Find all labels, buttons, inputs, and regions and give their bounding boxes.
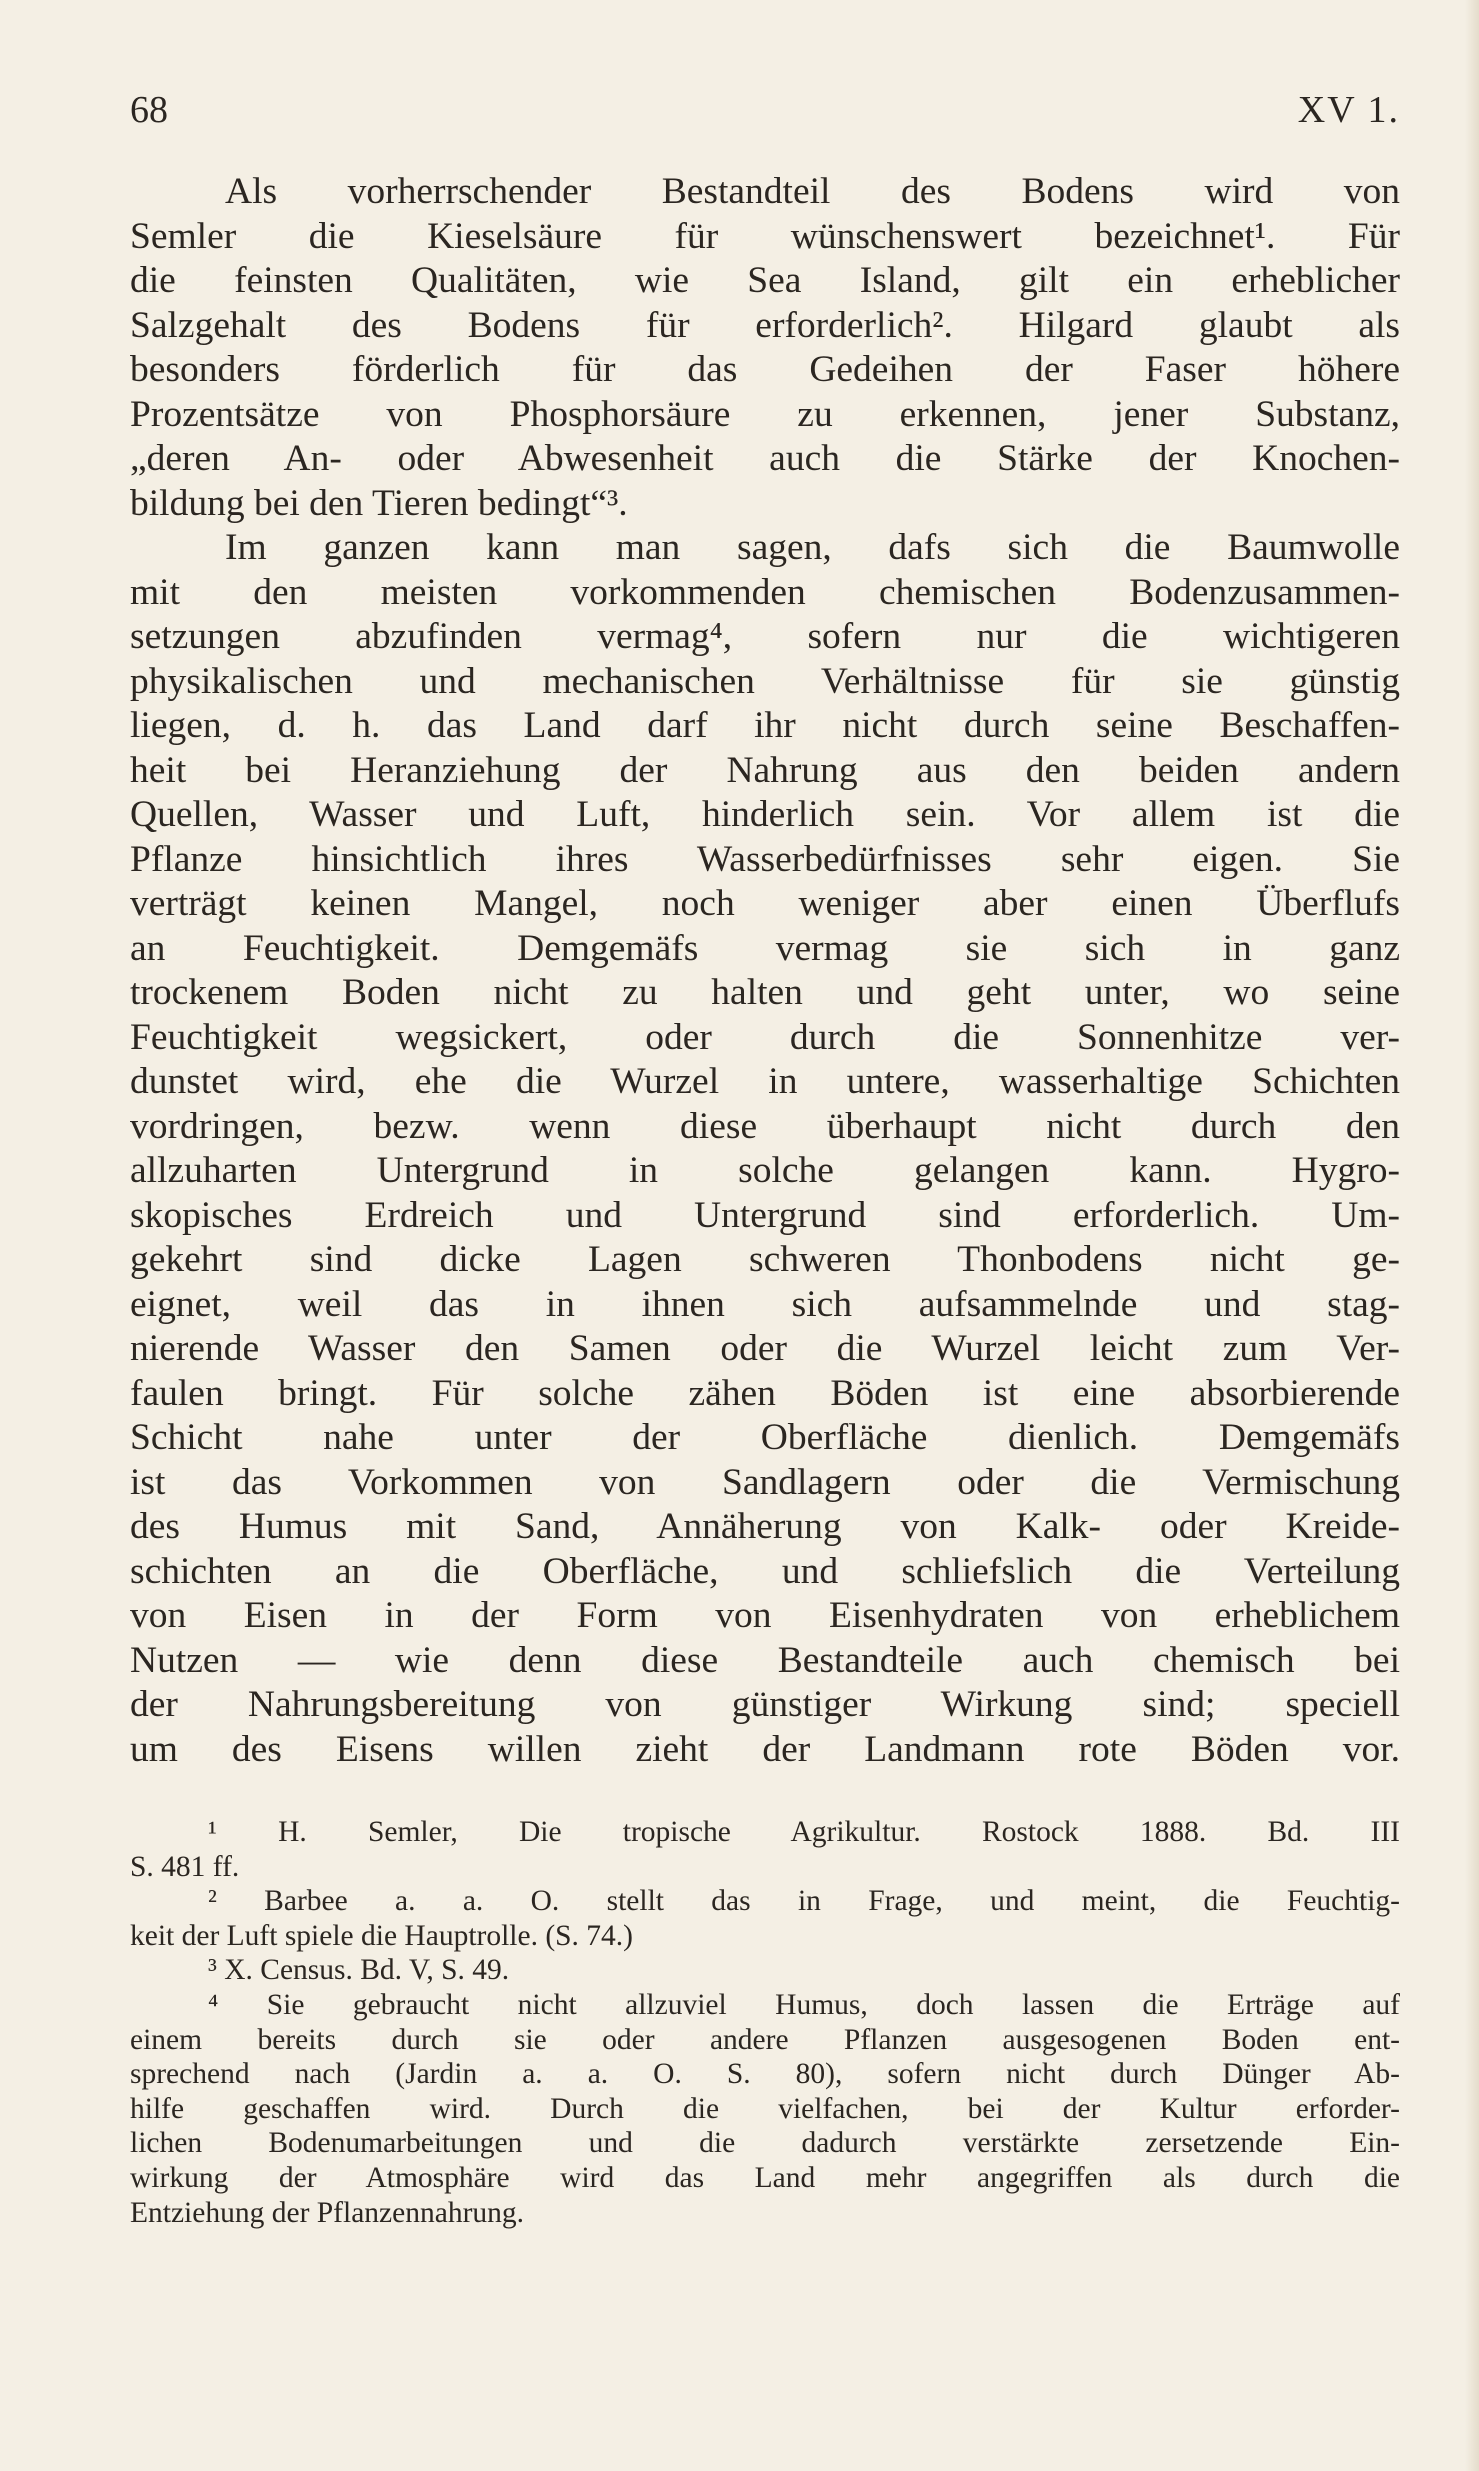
footnote-line: sprechend nach (Jardin a. a. O. S. 80), sofern nicht durch Dünger Ab-: [130, 2058, 1400, 2091]
text-line: bildung bei den Tieren bedingt“³.: [130, 482, 628, 524]
text-line: nierende Wasser den Samen oder die Wurzel leicht zum Ver-: [130, 1328, 1400, 1369]
text-line: heit bei Heranziehung der Nahrung aus den beiden andern: [130, 749, 1400, 791]
text-line: trockenem Boden nicht zu halten und geht unter, wo seine: [130, 972, 1400, 1013]
text-line: die feinsten Qualitäten, wie Sea Island, gilt ein erheblicher: [130, 260, 1400, 301]
footnote-line: hilfe geschaffen wird. Durch die vielfachen, bei der Kultur erforder-: [130, 2092, 1400, 2125]
footnote-line: ² Barbee a. a. O. stellt das in Frage, und meint, die Feuchtig-: [208, 1885, 1400, 1918]
body-text: [130, 170, 1400, 1772]
text-line: setzungen abzufinden vermag⁴, sofern nur die wichtigeren: [130, 616, 1400, 657]
text-line: skopisches Erdreich und Untergrund sind erforderlich. Um-: [130, 1194, 1400, 1236]
footnote-line: lichen Bodenumarbeitungen und die dadurch verstärkte zersetzende Ein-: [130, 2127, 1400, 2160]
footnotes: [130, 1815, 1400, 2230]
text-line: Semler die Kieselsäure für wünschenswert bezeichnet¹. Für: [130, 215, 1400, 257]
footnote-line: ¹ H. Semler, Die tropische Agrikultur. Rostock 1888. Bd. III: [208, 1816, 1400, 1848]
footnote-line: S. 481 ff.: [130, 1850, 240, 1883]
text-line: liegen, d. h. das Land darf ihr nicht durch seine Beschaffen-: [130, 705, 1400, 746]
text-line: an Feuchtigkeit. Demgemäfs vermag sie sich in ganz: [130, 927, 1400, 969]
text-line: Pflanze hinsichtlich ihres Wasserbedürfnisses sehr eigen. Sie: [130, 838, 1400, 880]
text-line: Salzgehalt des Bodens für erforderlich². Hilgard glaubt als: [130, 304, 1400, 346]
text-line: allzuharten Untergrund in solche gelangen kann. Hygro-: [130, 1150, 1400, 1191]
text-line: Prozentsätze von Phosphorsäure zu erkennen, jener Substanz,: [130, 393, 1400, 435]
text-line: ist das Vorkommen von Sandlagern oder die Vermischung: [130, 1461, 1400, 1503]
text-line: Nutzen — wie denn diese Bestandteile auch chemisch bei: [130, 1639, 1400, 1681]
text-line: Feuchtigkeit wegsickert, oder durch die Sonnenhitze ver-: [130, 1016, 1400, 1058]
footnote-line: keit der Luft spiele die Hauptrolle. (S. 74.): [130, 1919, 633, 1952]
text-line: verträgt keinen Mangel, noch weniger aber einen Überflufs: [130, 883, 1400, 924]
text-line: vordringen, bezw. wenn diese überhaupt nicht durch den: [130, 1105, 1400, 1147]
text-line: von Eisen in der Form von Eisenhydraten von erheblichem: [130, 1595, 1400, 1636]
footnote-line: einem bereits durch sie oder andere Pflanzen ausgesogenen Boden ent-: [130, 2023, 1400, 2056]
running-head: XV 1.: [1297, 89, 1400, 131]
text-line: Als vorherrschender Bestandteil des Bodens wird von: [225, 171, 1400, 212]
footnote-line: wirkung der Atmosphäre wird das Land mehr angegriffen als durch die: [130, 2161, 1400, 2194]
footnote-line: ³ X. Census. Bd. V, S. 49.: [208, 1954, 510, 1987]
text-line: „deren An- oder Abwesenheit auch die Stärke der Knochen-: [130, 438, 1400, 479]
text-line: dunstet wird, ehe die Wurzel in untere, wasserhaltige Schichten: [130, 1061, 1400, 1102]
footnote-line: Entziehung der Pflanzennahrung.: [130, 2196, 525, 2229]
text-line: eignet, weil das in ihnen sich aufsammelnde und stag-: [130, 1283, 1400, 1325]
page-number: 68: [130, 89, 168, 131]
page-edge: [1465, 0, 1479, 2471]
text-line: um des Eisens willen zieht der Landmann rote Böden vor.: [130, 1728, 1400, 1770]
text-line: mit den meisten vorkommenden chemischen Bodenzusammen-: [130, 571, 1400, 613]
text-line: des Humus mit Sand, Annäherung von Kalk- oder Kreide-: [130, 1506, 1400, 1547]
text-line: physikalischen und mechanischen Verhältnisse für sie günstig: [130, 660, 1400, 702]
text-line: besonders förderlich für das Gedeihen der Faser höhere: [130, 349, 1400, 390]
text-line: Im ganzen kann man sagen, dafs sich die Baumwolle: [225, 527, 1400, 568]
text-line: Quellen, Wasser und Luft, hinderlich sein. Vor allem ist die: [130, 794, 1400, 835]
text-line: der Nahrungsbereitung von günstiger Wirkung sind; speciell: [130, 1684, 1400, 1725]
text-line: faulen bringt. Für solche zähen Böden ist eine absorbierende: [130, 1372, 1400, 1414]
text-line: schichten an die Oberfläche, und schliefslich die Verteilung: [130, 1550, 1400, 1592]
text-line: gekehrt sind dicke Lagen schweren Thonbodens nicht ge-: [130, 1239, 1400, 1280]
text-line: Schicht nahe unter der Oberfläche dienlich. Demgemäfs: [130, 1417, 1400, 1458]
footnote-line: ⁴ Sie gebraucht nicht allzuviel Humus, doch lassen die Erträge auf: [208, 1988, 1400, 2021]
page-header: [130, 88, 1400, 148]
